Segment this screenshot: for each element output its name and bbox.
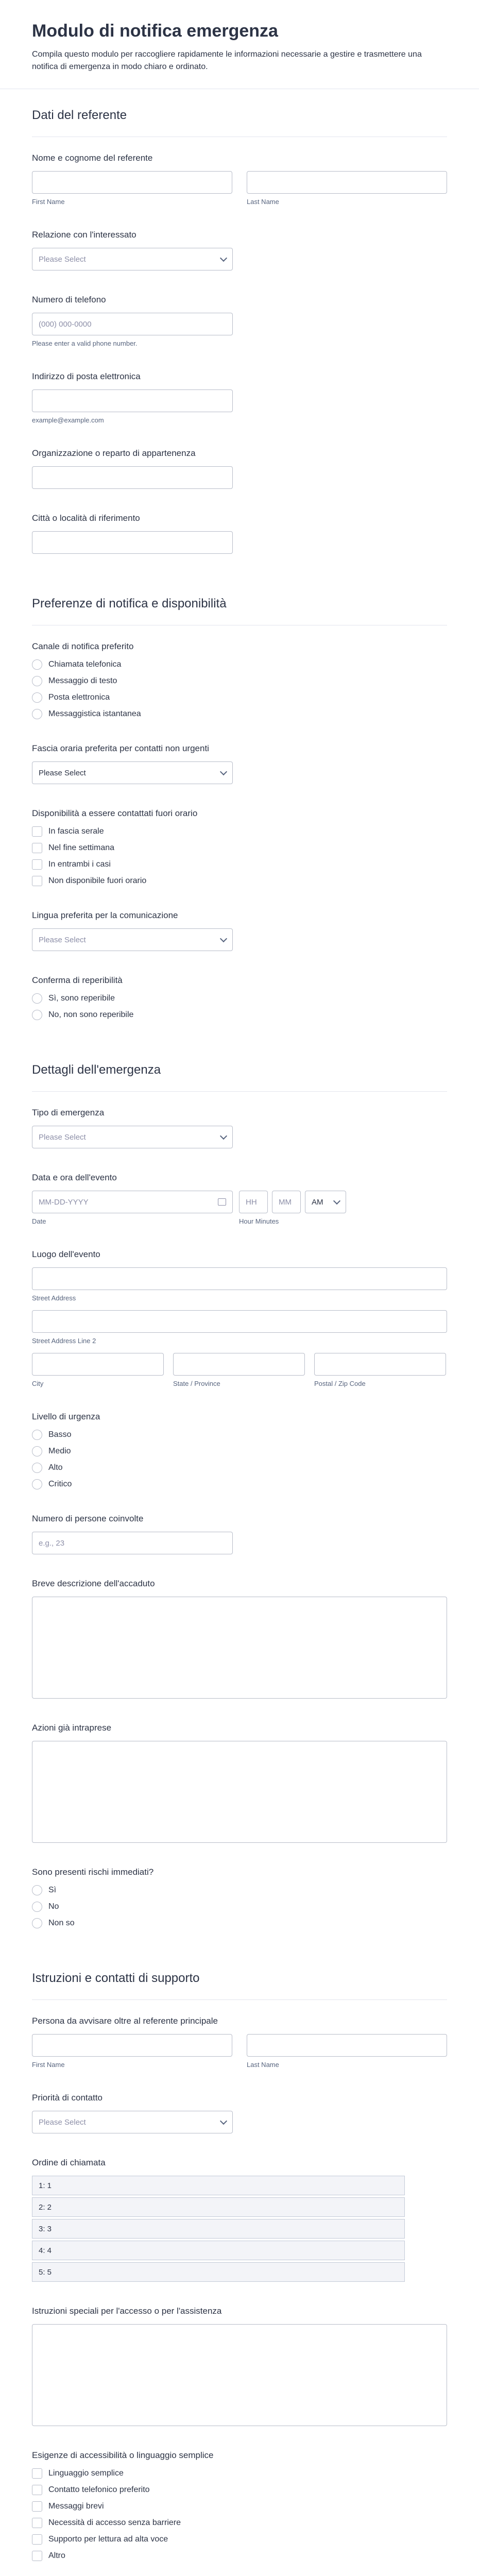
field-notify-person	[32, 2015, 447, 2069]
field-access-instructions	[32, 2306, 447, 2426]
radio-option[interactable]	[32, 1885, 447, 1895]
option-label: Linguaggio semplice	[48, 2469, 124, 2478]
radio-button[interactable]	[32, 1010, 42, 1020]
notify-last-name-input[interactable]	[247, 2034, 447, 2057]
section-header	[32, 1952, 447, 2000]
radio-option[interactable]	[32, 1010, 447, 1020]
city-address-input[interactable]	[32, 1353, 164, 1376]
checkbox[interactable]	[32, 859, 42, 870]
field-label: Sono presenti rischi immediati?	[32, 1867, 154, 1877]
minute-input[interactable]: MM	[272, 1191, 301, 1213]
field-label: Numero di persone coinvolte	[32, 1514, 144, 1523]
field-label: Priorità di contatto	[32, 2093, 103, 2103]
section-header	[32, 1044, 447, 1092]
last-name-sublabel: Last Name	[247, 198, 279, 206]
field-label: Lingua preferita per la comunicazione	[32, 910, 178, 920]
people-count-input[interactable]: e.g., 23	[32, 1532, 233, 1554]
chevron-down-icon	[220, 768, 227, 775]
street-address-input[interactable]	[32, 1267, 447, 1290]
field-label: Istruzioni speciali per l'accesso o per l'assistenza	[32, 2306, 222, 2316]
radio-option[interactable]	[32, 1463, 447, 1473]
field-reachability	[32, 975, 447, 1020]
ampm-select[interactable]	[305, 1191, 346, 1213]
chevron-down-icon	[333, 1197, 340, 1205]
field-label: Data e ora dell'evento	[32, 1173, 117, 1182]
field-organization	[32, 448, 447, 489]
field-language	[32, 910, 447, 951]
section-title: Dati del referente	[32, 108, 127, 122]
section-header	[32, 578, 447, 625]
radio-button[interactable]	[32, 1918, 42, 1928]
section-emergenza	[0, 1044, 479, 1928]
state-sublabel: State / Province	[173, 1380, 220, 1387]
radio-option[interactable]	[32, 1446, 447, 1456]
city-sublabel: City	[32, 1380, 44, 1387]
time-sublabel: Hour Minutes	[239, 1217, 279, 1225]
ranking-item[interactable]: 5: 5	[32, 2262, 405, 2282]
field-people	[32, 1513, 447, 1554]
field-label: Livello di urgenza	[32, 1412, 100, 1421]
radio-button[interactable]	[32, 676, 42, 686]
field-label: Ordine di chiamata	[32, 2158, 106, 2167]
radio-option[interactable]	[32, 659, 447, 670]
street-sublabel: Street Address	[32, 1294, 76, 1302]
option-label: Critico	[48, 1480, 72, 1488]
option-label: Sì	[48, 1886, 57, 1894]
checkbox-option[interactable]	[32, 2551, 447, 2561]
checkbox[interactable]	[32, 2518, 42, 2528]
option-label: In fascia serale	[48, 827, 104, 836]
field-actions	[32, 1722, 447, 1843]
field-time	[32, 743, 447, 784]
checkbox[interactable]	[32, 2534, 42, 2545]
field-urgency	[32, 1411, 447, 1489]
radio-option[interactable]	[32, 676, 447, 686]
hour-input[interactable]: HH	[239, 1191, 268, 1213]
ranking-item[interactable]: 4: 4	[32, 2241, 405, 2260]
checkbox-option[interactable]	[32, 2518, 447, 2528]
emergency-type-value: Please Select	[39, 1132, 86, 1142]
radio-button[interactable]	[32, 709, 42, 719]
option-label: Posta elettronica	[48, 693, 110, 702]
time-select-value: Please Select	[39, 768, 86, 777]
radio-option[interactable]	[32, 709, 447, 719]
option-label: No, non sono reperibile	[48, 1010, 134, 1019]
ranking-item[interactable]: 1: 1	[32, 2176, 405, 2195]
field-label: Breve descrizione dell'accaduto	[32, 1579, 155, 1588]
first-name-sublabel: First Name	[32, 198, 65, 206]
street2-sublabel: Street Address Line 2	[32, 1337, 96, 1345]
field-availability	[32, 808, 447, 886]
field-label: Disponibilità a essere contattati fuori orario	[32, 808, 198, 818]
form-header	[0, 0, 479, 89]
field-emergency-type	[32, 1107, 447, 1148]
radio-option[interactable]	[32, 1902, 447, 1912]
radio-option[interactable]	[32, 1479, 447, 1489]
field-label: Persona da avvisare oltre al referente principale	[32, 2016, 218, 2026]
radio-button[interactable]	[32, 692, 42, 703]
radio-button[interactable]	[32, 1463, 42, 1473]
option-label: Messaggistica istantanea	[48, 709, 141, 718]
ranking-list	[32, 2176, 405, 2282]
zip-input[interactable]	[314, 1353, 446, 1376]
section-referente	[0, 89, 479, 554]
option-label: Non disponibile fuori orario	[48, 876, 147, 885]
field-city	[32, 513, 447, 554]
field-label: Nome e cognome del referente	[32, 153, 153, 163]
checkbox[interactable]	[32, 876, 42, 886]
date-sublabel: Date	[32, 1217, 46, 1225]
checkbox-option[interactable]	[32, 826, 447, 837]
field-risk	[32, 1867, 447, 1928]
street-address-2-input[interactable]	[32, 1310, 447, 1333]
field-label: Numero di telefono	[32, 295, 106, 304]
ranking-item[interactable]: 3: 3	[32, 2219, 405, 2239]
radio-button[interactable]	[32, 659, 42, 670]
organization-input[interactable]	[32, 466, 233, 489]
field-label: Luogo dell'evento	[32, 1249, 100, 1259]
form-title: Modulo di notifica emergenza	[32, 21, 278, 41]
state-input[interactable]	[173, 1353, 305, 1376]
field-channel	[32, 641, 447, 719]
field-location	[32, 1249, 447, 1387]
zip-sublabel: Postal / Zip Code	[314, 1380, 366, 1387]
radio-option[interactable]	[32, 1918, 447, 1928]
notify-first-name-input[interactable]	[32, 2034, 232, 2057]
first-name-input[interactable]	[32, 171, 232, 194]
radio-button[interactable]	[32, 1885, 42, 1895]
phone-hint: Please enter a valid phone number.	[32, 340, 138, 347]
field-label: Relazione con l'interessato	[32, 230, 136, 240]
field-datetime	[32, 1172, 447, 1225]
checkbox-option[interactable]	[32, 843, 447, 853]
last-name-input[interactable]	[247, 171, 447, 194]
chevron-down-icon	[220, 255, 227, 262]
section-istruzioni	[0, 1952, 479, 2576]
radio-button[interactable]	[32, 1446, 42, 1456]
date-input[interactable]	[32, 1191, 233, 1213]
radio-button[interactable]	[32, 993, 42, 1004]
checkbox-option[interactable]	[32, 2534, 447, 2545]
field-email	[32, 371, 447, 424]
option-label: Basso	[48, 1430, 72, 1439]
checkbox-option[interactable]	[32, 859, 447, 870]
option-label: No	[48, 1902, 59, 1911]
field-accessibility-needs	[32, 2450, 447, 2561]
checkbox-option[interactable]	[32, 2501, 447, 2512]
checkbox[interactable]	[32, 2468, 42, 2479]
option-label: Necessità di accesso senza barriere	[48, 2518, 181, 2527]
phone-input[interactable]: (000) 000-0000	[32, 313, 233, 335]
emergency-type-select[interactable]	[32, 1126, 233, 1148]
radio-button[interactable]	[32, 1902, 42, 1912]
section-title: Dettagli dell'emergenza	[32, 1063, 161, 1077]
language-select[interactable]	[32, 928, 233, 951]
option-label: Non so	[48, 1919, 75, 1927]
option-label: In entrambi i casi	[48, 860, 111, 869]
form-subtitle: Compila questo modulo per raccogliere rapidamente le informazioni necessarie a gestire e trasmettere una notifica di emergenza in modo chiaro e ordinato.	[32, 50, 422, 71]
language-select-value: Please Select	[39, 935, 86, 944]
relation-select-value: Please Select	[39, 255, 86, 264]
option-label: Altro	[48, 2551, 65, 2560]
time-select[interactable]	[32, 761, 233, 784]
option-label: Chiamata telefonica	[48, 660, 122, 669]
section-title: Preferenze di notifica e disponibilità	[32, 597, 227, 611]
ranking-item[interactable]: 2: 2	[32, 2197, 405, 2217]
field-label: Tipo di emergenza	[32, 1108, 105, 1117]
field-label: Città o località di riferimento	[32, 513, 140, 523]
email-input[interactable]	[32, 389, 233, 412]
field-phone	[32, 294, 447, 347]
priority-select-value: Please Select	[39, 2117, 86, 2127]
radio-option[interactable]	[32, 692, 447, 703]
option-label: Messaggio di testo	[48, 676, 117, 685]
chevron-down-icon	[220, 2117, 227, 2125]
field-call-order	[32, 2157, 447, 2282]
option-label: Sì, sono reperibile	[48, 994, 115, 1003]
checkbox[interactable]	[32, 2501, 42, 2512]
radio-option[interactable]	[32, 993, 447, 1004]
checkbox[interactable]	[32, 826, 42, 837]
checkbox-option[interactable]	[32, 876, 447, 886]
city-input[interactable]	[32, 531, 233, 554]
option-label: Alto	[48, 1463, 63, 1472]
chevron-down-icon	[220, 1132, 227, 1140]
section-header	[32, 89, 447, 137]
radio-option[interactable]	[32, 1430, 447, 1440]
field-label: Indirizzo di posta elettronica	[32, 371, 141, 381]
calendar-icon[interactable]	[218, 1198, 226, 1206]
last-name-sublabel: Last Name	[247, 2061, 279, 2069]
field-relation	[32, 229, 447, 270]
first-name-sublabel: First Name	[32, 2061, 65, 2069]
checkbox-option[interactable]	[32, 2485, 447, 2495]
actions-textarea[interactable]	[32, 1741, 447, 1843]
field-label: Canale di notifica preferito	[32, 641, 134, 651]
radio-button[interactable]	[32, 1479, 42, 1489]
option-label: Messaggi brevi	[48, 2502, 104, 2511]
field-label: Azioni già intraprese	[32, 1723, 112, 1733]
ampm-value: AM	[312, 1197, 323, 1207]
access-textarea[interactable]	[32, 2324, 447, 2426]
field-label: Esigenze di accessibilità o linguaggio semplice	[32, 2450, 214, 2460]
priority-select[interactable]	[32, 2111, 233, 2133]
field-full-name	[32, 152, 447, 206]
email-hint: example@example.com	[32, 416, 104, 424]
checkbox[interactable]	[32, 2485, 42, 2495]
field-label: Fascia oraria preferita per contatti non urgenti	[32, 743, 209, 753]
option-label: Medio	[48, 1447, 71, 1455]
relation-select[interactable]	[32, 248, 233, 270]
section-preferenze	[0, 578, 479, 1020]
option-label: Supporto per lettura ad alta voce	[48, 2535, 168, 2544]
checkbox[interactable]	[32, 843, 42, 853]
checkbox[interactable]	[32, 2551, 42, 2561]
section-title: Istruzioni e contatti di supporto	[32, 1971, 200, 1985]
radio-button[interactable]	[32, 1430, 42, 1440]
field-description	[32, 1578, 447, 1699]
option-label: Nel fine settimana	[48, 843, 115, 852]
field-label: Organizzazione o reparto di appartenenza	[32, 448, 196, 458]
field-label: Conferma di reperibilità	[32, 975, 123, 985]
description-textarea[interactable]	[32, 1597, 447, 1699]
field-priority	[32, 2092, 447, 2133]
date-placeholder: MM-DD-YYYY	[39, 1197, 89, 1207]
checkbox-option[interactable]	[32, 2468, 447, 2479]
chevron-down-icon	[220, 935, 227, 942]
option-label: Contatto telefonico preferito	[48, 2485, 150, 2494]
